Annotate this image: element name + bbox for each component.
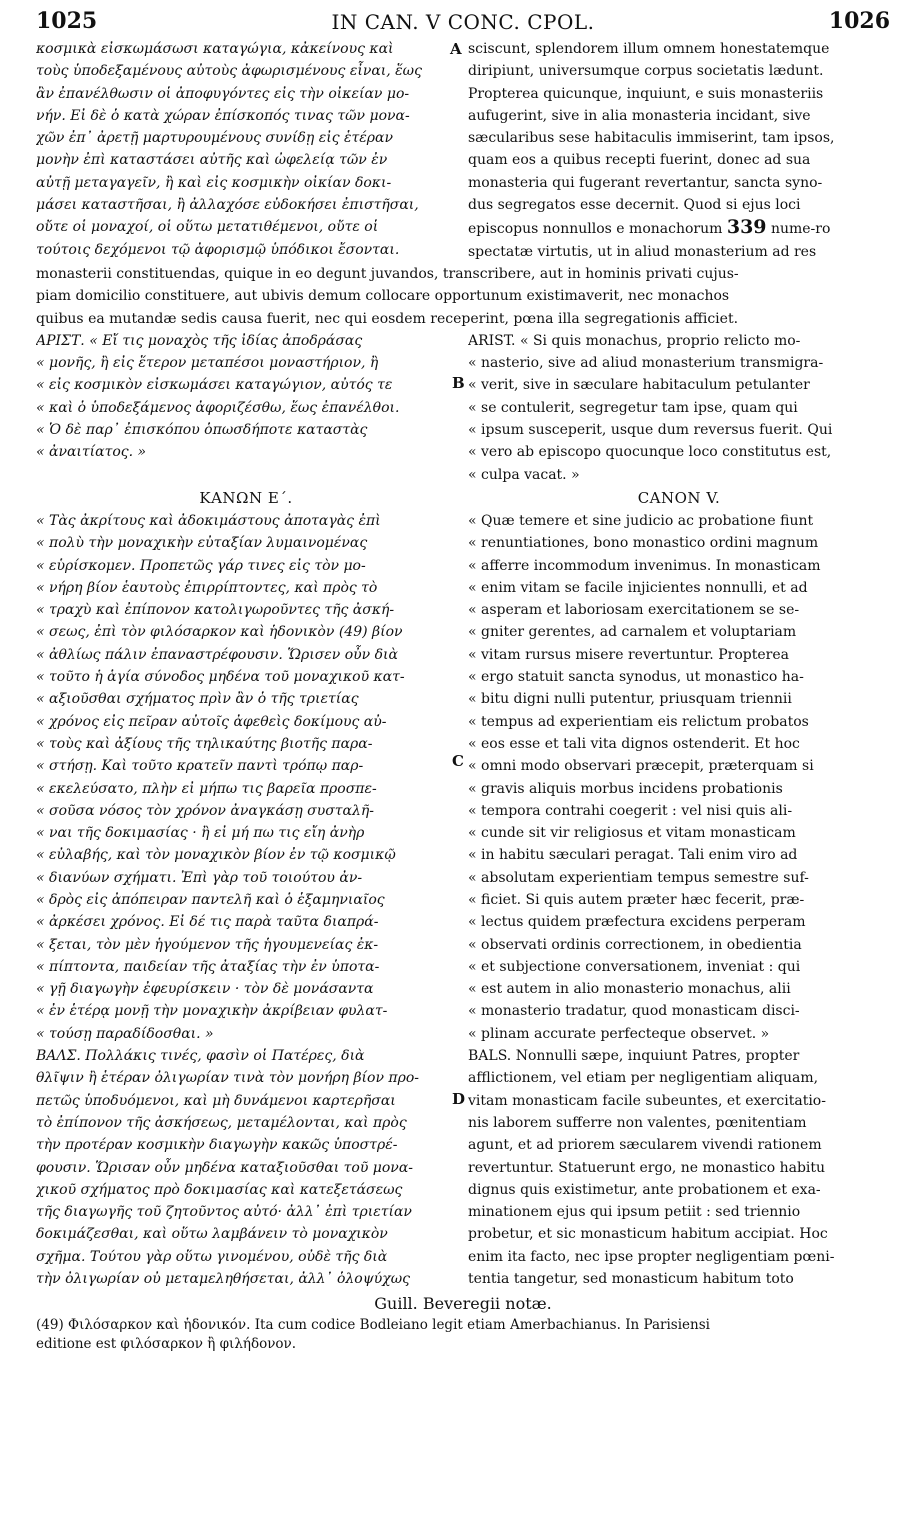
text-line: πετῶς ὑποδυόμενοι, καὶ μὴ δυνάμενοι καρτερῆσαι — [36, 1092, 396, 1109]
latin-column — [468, 1045, 890, 1290]
text-line: τὴν ὀλιγωρίαν οὐ μεταμεληθήσεται, ἀλλ᾽ ὁλοψύχως — [36, 1271, 410, 1288]
running-title: IN CAN. V CONC. CPOL. — [331, 10, 595, 34]
text-line: « τοὺς καὶ ἀξίους τῆς τηλικαύτης βιοτῆς παρα- — [36, 735, 373, 752]
text-line: revertuntur. Statuerunt ergo, ne monastico habitu — [468, 1159, 826, 1176]
text-line: δοκιμάζεσθαι, καὶ οὕτω λαμβάνειν τὸ μοναχικὸν — [36, 1226, 388, 1243]
text-line: « nasterio, sive ad aliud monasterium transmigra- — [468, 355, 824, 372]
text-line: τούτοις δεχόμενοι τῷ ἀφορισμῷ ὑπόδικοι ἔσονται. — [36, 241, 400, 258]
text-line: enim ita facto, nec ipse propter negligentiam pœni- — [468, 1248, 835, 1265]
text-line: « in habitu sæculari peragat. Tali enim viro ad — [468, 847, 798, 864]
text-line: « ἀναιτίατος. » — [36, 444, 147, 461]
text-line: « τραχὺ καὶ ἐπίπονον κατολιγωροῦντες τῆς ἀσκή- — [36, 602, 395, 619]
text-line: μονὴν ἐπὶ καταστάσει αὐτῆς καὶ ὠφελείᾳ τῶν ἐν — [36, 152, 388, 169]
notes-section — [36, 1292, 890, 1354]
balsamon-section — [36, 1045, 890, 1290]
text-line: « Ὁ δὲ παρ᾽ ἐπισκόπου ὁπωσδήποτε καταστὰς — [36, 422, 368, 439]
text-line: « πολὺ τὴν μοναχικὴν εὐταξίαν λυμαινομένας — [36, 535, 368, 552]
text-line: ARIST. « Si quis monachus, proprio relicto mo- — [468, 332, 801, 349]
text-line: « δρὸς εἰς ἀπόπειραν παντελῆ καὶ ὁ ἑξαμηνιαῖος — [36, 891, 385, 908]
text-line: « στήσῃ. Καὶ τοῦτο κρατεῖν παντὶ τρόπῳ παρ- — [36, 758, 364, 775]
text-line: « εκελεύσατο, πλὴν εἰ μήπω τις βαρεῖα προσπε- — [36, 780, 377, 797]
text-line: afflictionem, vel etiam per negligentiam aliquam, — [468, 1070, 819, 1087]
text-line: dignus quis existimetur, ante probationem et exa- — [468, 1181, 821, 1198]
text-line: sciscunt, splendorem illum omnem honestatemque — [468, 41, 830, 57]
text-fragment: episcopus nonnullos e monachorum — [468, 221, 723, 238]
text-line: « ipsum susceperit, usque dum reversus fuerit. Qui — [468, 422, 833, 439]
text-line: « ναι τῆς δοκιμασίας · ἢ εἰ μή πω τις εἴη ἀνὴρ — [36, 825, 365, 842]
canon-title-latin: CANON V. — [637, 488, 721, 507]
text-line: monasterii constituendas, quique in eo degunt juvandos, transcribere, aut in hominis privati cujus- — [36, 265, 739, 282]
text-line-with-column-number — [468, 216, 890, 240]
text-line: agunt, et ad priorem sæcularem vivendi rationem — [468, 1137, 822, 1154]
text-line: αὐτῇ μεταγαγεῖν, ἢ καὶ εἰς κοσμικὴν οἰκίαν δοκι- — [36, 174, 392, 191]
text-line: « enim vitam se facile injicientes nonnulli, et ad — [468, 579, 808, 596]
text-line: κοσμικὰ εἰσκωμάσωσι καταγώγια, κἀκείνους καὶ — [36, 41, 394, 57]
text-line: diripiunt, universumque corpus societatis lædunt. — [468, 63, 824, 80]
top-paragraph — [36, 38, 890, 263]
text-line: « Quæ temere et sine judicio ac probatione fiunt — [468, 512, 814, 529]
text-line: « ἀθλίως πάλιν ἐπαναστρέφουσιν. Ὥρισεν οὖν διὰ — [36, 646, 399, 663]
text-line: « gravis aliquis morbus incidens probationis — [468, 780, 783, 797]
page-number-left: 1025 — [36, 8, 98, 34]
greek-column — [36, 486, 456, 1045]
text-line: « observati ordinis correctionem, in obedientia — [468, 936, 802, 953]
text-line: « αξιοῦσθαι σχήματος πρὶν ἂν ὁ τῆς τριετίας — [36, 691, 359, 708]
text-line: probetur, et sic monasticum habitum accipiat. Hoc — [468, 1226, 828, 1243]
text-line: « lectus quidem præfectura excidens perperam — [468, 914, 806, 931]
text-line: χικοῦ σχήματος πρὸ δοκιμασίας καὶ κατεξετάσεως — [36, 1181, 403, 1198]
text-line: « culpa vacat. » — [468, 466, 580, 483]
latin-column — [468, 38, 890, 263]
text-line: « omni modo observari præcepit, præterquam si — [468, 758, 814, 775]
page-header — [36, 0, 890, 38]
text-line: « καὶ ὁ ὑποδεξάμενος ἀφοριζέσθω, ἕως ἐπανέλθοι. — [36, 399, 400, 416]
text-line: vitam monasticam facile subeuntes, et exercitatio- — [468, 1092, 826, 1109]
text-line: « gniter gerentes, ad carnalem et voluptariam — [468, 624, 797, 641]
text-line: τοὺς ὑποδεξαμένους αὐτοὺς ἀφωρισμένους εἶναι, ἕως — [36, 63, 422, 80]
column-number: 339 — [726, 216, 767, 239]
note-line: editione est φιλόσαρκον ἢ φιλήδονον. — [36, 1336, 297, 1353]
text-line: « tempus ad experientiam eis relictum probatos — [468, 713, 809, 730]
note-line: (49) Φιλόσαρκον καὶ ἡδονικόν. Ita cum codice Bodleiano legit etiam Amerbachianus. In Parisiensi — [36, 1317, 710, 1334]
text-line: « τούσῃ παραδίδοσθαι. » — [36, 1025, 214, 1042]
text-line: « διανύων σχήματι. Ἐπὶ γὰρ τοῦ τοιούτου ἀν- — [36, 869, 363, 886]
text-line: φουσιν. Ὥρισαν οὖν μηδένα καταξιοῦσθαι τοῦ μονα- — [36, 1159, 414, 1176]
canon-title-greek: ΚΑΝΩΝ Ε΄. — [199, 488, 293, 507]
text-line: « bitu digni nulli putentur, priusquam triennii — [468, 691, 792, 708]
text-line: BALS. Nonnulli sæpe, inquiunt Patres, propter — [468, 1048, 800, 1065]
text-line: οὔτε οἱ μοναχοί, οἱ οὕτω μετατιθέμενοι, οὔτε οἱ — [36, 219, 379, 236]
text-line: monasteria qui fugerant revertantur, sancta syno- — [468, 174, 823, 191]
text-line: « εὐλαβής, καὶ τὸν μοναχικὸν βίον ἐν τῷ κοσμικῷ — [36, 847, 396, 864]
text-line: « afferre incommodum invenimus. In monasticam — [468, 557, 821, 574]
text-line: « eos esse et tali vita dignos ostenderit. Et hoc — [468, 735, 800, 752]
text-line: σχῆμα. Τούτου γὰρ οὕτω γινομένου, οὐδὲ τῆς διὰ — [36, 1248, 388, 1265]
margin-letter-c: C — [452, 752, 464, 770]
text-line: « σεως, ἐπὶ τὸν φιλόσαρκον καὶ ἡδονικὸν (49) βίον — [36, 624, 403, 641]
text-line: « μονῆς, ἢ εἰς ἕτερον μεταπέσοι μοναστήριον, ἢ — [36, 355, 379, 372]
aristenus-section — [36, 330, 890, 486]
text-line: quibus ea mutandæ sedis causa fuerit, nec qui eosdem receperint, pœna illa segregationis afficiet. — [36, 310, 739, 327]
text-line: ἂν ἐπανέλθωσιν οἱ ἀποφυγόντες εἰς τὴν οἰκείαν μο- — [36, 85, 410, 102]
text-line: « ξεται, τὸν μὲν ἡγούμενον τῆς ἡγουμενείας ἐκ- — [36, 936, 379, 953]
text-line: sæcularibus sese habitaculis immiserint, tam ipsos, — [468, 130, 835, 147]
margin-letter-b: B — [452, 374, 465, 392]
full-width-lines — [36, 263, 890, 330]
text-line: « ficiet. Si quis autem præter hæc fecerit, præ- — [468, 891, 805, 908]
text-line: « Τὰς ἀκρίτους καὶ ἀδοκιμάστους ἀποταγὰς ἐπὶ — [36, 512, 381, 529]
text-line: aufugerint, sive in alia monasteria incidant, sive — [468, 107, 811, 124]
text-line: « σοῦσα νόσος τὸν χρόνον ἀναγκάσῃ συσταλῆ- — [36, 802, 374, 819]
greek-column — [36, 38, 456, 263]
text-line: « ergo statuit sancta synodus, ut monastico ha- — [468, 669, 804, 686]
text-line: τῆς διαγωγῆς τοῦ ζητοῦντος αὐτό· ἀλλ᾽ ἐπὶ τριετίαν — [36, 1204, 412, 1221]
text-line: spectatæ virtutis, ut in aliud monasterium ad res — [468, 243, 817, 260]
text-line: « renuntiationes, bono monastico ordini magnum — [468, 535, 819, 552]
text-line: « vero ab episcopo quocunque loco constitutus est, — [468, 444, 832, 461]
text-line: τὸ ἐπίπονον τῆς ἀσκήσεως, μεταμέλονται, καὶ πρὸς — [36, 1114, 407, 1131]
greek-column — [36, 1045, 456, 1290]
text-line: « πίπτοντα, παιδείαν τῆς ἀταξίας τὴν ἐν ὑποτα- — [36, 958, 380, 975]
text-line: « verit, sive in sæculare habitaculum petulanter — [468, 377, 810, 394]
text-line: ΒΑΛΣ. Πολλάκις τινές, φασὶν οἱ Πατέρες, διὰ — [36, 1048, 365, 1065]
latin-column — [468, 330, 890, 486]
text-line: « vitam rursus misere revertuntur. Propterea — [468, 646, 789, 663]
text-line: νήν. Εἰ δὲ ὁ κατὰ χώραν ἐπίσκοπός τινας τῶν μονα- — [36, 107, 410, 124]
text-line: « νήρη βίον ἑαυτοὺς ἐπιρρίπτοντες, καὶ πρὸς τὸ — [36, 579, 378, 596]
text-line: « ἀρκέσει χρόνος. Εἰ δέ τις παρὰ ταῦτα διαπρά- — [36, 914, 379, 931]
text-line: dus segregatos esse decernit. Quod si ejus loci — [468, 197, 801, 214]
text-line: minationem ejus qui ipsum petiit : sed triennio — [468, 1204, 801, 1221]
text-line: ΑΡΙΣΤ. « Εἴ τις μοναχὸς τῆς ἰδίας ἀποδράσας — [36, 332, 363, 349]
text-line: piam domicilio constituere, aut ubivis demum collocare opportunum existimaverit, nec monachos — [36, 288, 730, 305]
text-line: « est autem in alio monasterio monachus, alii — [468, 981, 791, 998]
margin-letter-d: D — [452, 1090, 466, 1108]
text-line: « cunde sit vir religiosus et vitam monasticam — [468, 825, 796, 842]
text-line: nis laborem sufferre non valentes, pœnitentiam — [468, 1114, 807, 1131]
text-line: Propterea quicunque, inquiunt, e suis monasteriis — [468, 85, 824, 102]
text-line: « tempora contrahi coegerit : vel nisi quis ali- — [468, 802, 793, 819]
text-line: « absolutam experientiam tempus semestre suf- — [468, 869, 809, 886]
text-line: θλῖψιν ἢ ἑτέραν ὀλιγωρίαν τινὰ τὸν μονήρη βίον προ- — [36, 1070, 420, 1087]
text-fragment: nume-ro — [766, 221, 831, 238]
text-line: « χρόνος εἰς πεῖραν αὐτοῖς ἀφεθεὶς δοκίμους αὐ- — [36, 713, 387, 730]
text-line: « τοῦτο ἡ ἁγία σύνοδος μηδένα τοῦ μοναχικοῦ κατ- — [36, 669, 405, 686]
text-line: « ἐν ἑτέρᾳ μονῇ τὴν μοναχικὴν ἀκρίβειαν φυλατ- — [36, 1003, 388, 1020]
text-line: « monasterio tradatur, quod monasticam disci- — [468, 1003, 800, 1020]
text-line: χῶν ἐπ᾽ ἀρετῇ μαρτυρουμένους συνίδῃ εἰς ἑτέραν — [36, 130, 393, 147]
text-line: « plinam accurate perfecteque observet. » — [468, 1025, 770, 1042]
text-line: μάσει καταστῆσαι, ἢ ἀλλαχόσε εὐδοκήσει ἐπιστῆσαι, — [36, 197, 419, 214]
page-number-right: 1026 — [828, 8, 890, 34]
text-line: « et subjectione conversationem, inveniat : qui — [468, 958, 801, 975]
text-line: « εἰς κοσμικὸν εἰσκωμάσει καταγώγιον, αὐτός τε — [36, 377, 393, 394]
text-line: τὴν προτέραν κοσμικὴν διαγωγὴν κακῶς ὑποστρέ- — [36, 1137, 398, 1154]
text-line: « se contulerit, segregetur tam ipse, quam qui — [468, 399, 798, 416]
text-line: « γῇ διαγωγὴν ἐφευρίσκειν · τὸν δὲ μονάσαντα — [36, 981, 374, 998]
text-line: tentia tangetur, sed monasticum habitum toto — [468, 1271, 794, 1288]
margin-letter-a: A — [450, 40, 462, 58]
latin-column — [468, 486, 890, 1045]
greek-column — [36, 330, 456, 486]
text-line: quam eos a quibus recepti fuerint, donec ad sua — [468, 152, 811, 169]
notes-heading: Guill. Beveregii notæ. — [374, 1294, 552, 1314]
text-line: « εὑρίσκομεν. Προπετῶς γάρ τινες εἰς τὸν μο- — [36, 557, 366, 574]
text-line: « asperam et laboriosam exercitationem se se- — [468, 602, 800, 619]
